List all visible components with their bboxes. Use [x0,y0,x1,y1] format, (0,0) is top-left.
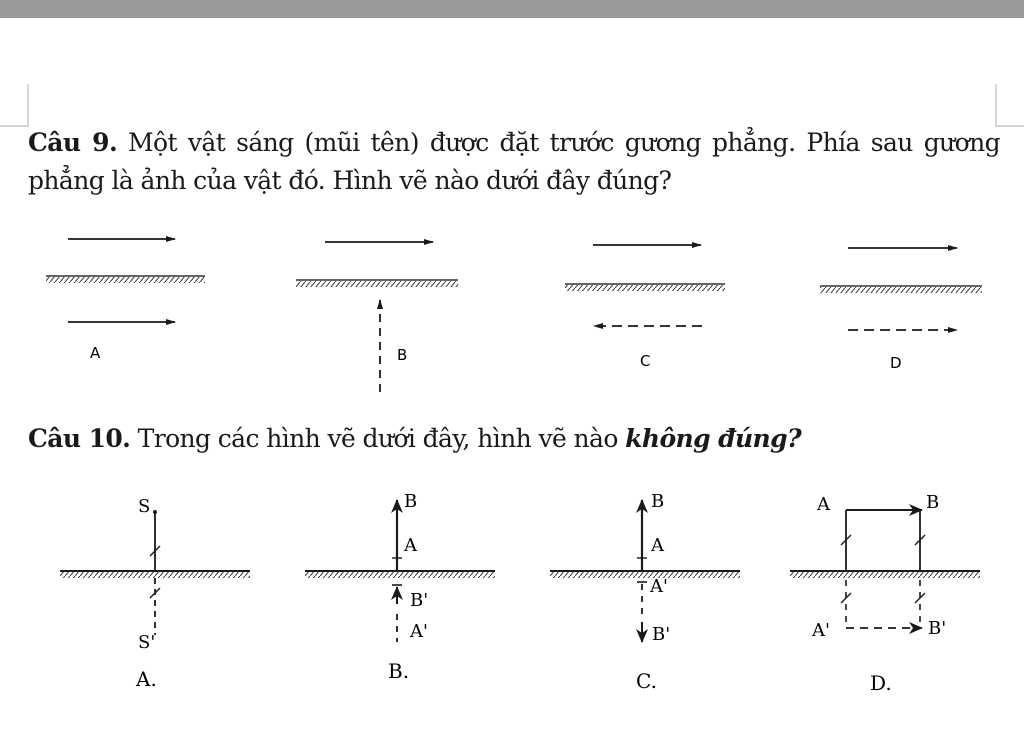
q9-figure-a [46,239,205,362]
q10c-label-b-image: B' [652,624,671,645]
q10d-label-b-image: B' [928,618,947,639]
question-10-emphasis: không đúng? [625,424,802,453]
q9d-mirror-hatch [820,287,982,293]
question-9-text: Một vật sáng (mũi tên) được đặt trước gương phẳng. Phía sau gương phẳng là ảnh của vật đó. Hình vẽ nào dưới đây đúng? [28,128,1000,195]
q10d-label-a: A [817,494,830,515]
q10-option-d: D. [870,671,892,695]
q10b-label-b-image: B' [410,590,429,611]
q10c-mirror-hatch [550,572,740,578]
q10d-label-b: B [926,492,940,513]
q9-figure-b [296,242,458,392]
q10a-mirror-hatch [60,572,250,578]
q10a-point-s [153,510,157,514]
q9-option-d: D [890,354,902,372]
question-10-text: Trong các hình vẽ dưới đây, hình vẽ nào [137,424,618,453]
question-10-label: Câu 10. [28,424,131,453]
q9b-mirror-hatch [296,281,458,287]
q10-figure-d [790,492,980,695]
q10c-label-b: B [651,491,665,512]
q10d-label-a-image: A' [812,620,830,641]
q10c-label-a-image: A' [650,576,668,597]
q10-option-a: A. [136,667,157,691]
q10d-mirror-hatch [790,572,980,578]
q9-option-a: A [90,344,101,362]
q10-option-c: C. [636,669,657,693]
q9-figure-d [820,248,982,372]
q10b-label-a-image: A' [410,621,428,642]
q9-option-b: B [397,346,408,364]
q9-figure-c [565,245,725,370]
q10-option-b: B. [388,659,410,683]
q10a-label-s: S [138,496,151,517]
q10b-mirror-hatch [305,572,495,578]
q10-figure-a [60,496,250,691]
q10b-label-a: A [404,535,417,556]
q9c-mirror-hatch [565,285,725,291]
q10a-label-s-image: S' [138,632,156,653]
q9-option-c: C [640,352,651,370]
q9a-mirror-hatch [46,277,205,283]
q10-figure-c [550,491,740,693]
q10c-label-a: A [651,535,664,556]
question-9-label: Câu 9. [28,128,118,157]
q10-figure-b [305,491,495,683]
q10b-label-b: B [404,491,418,512]
